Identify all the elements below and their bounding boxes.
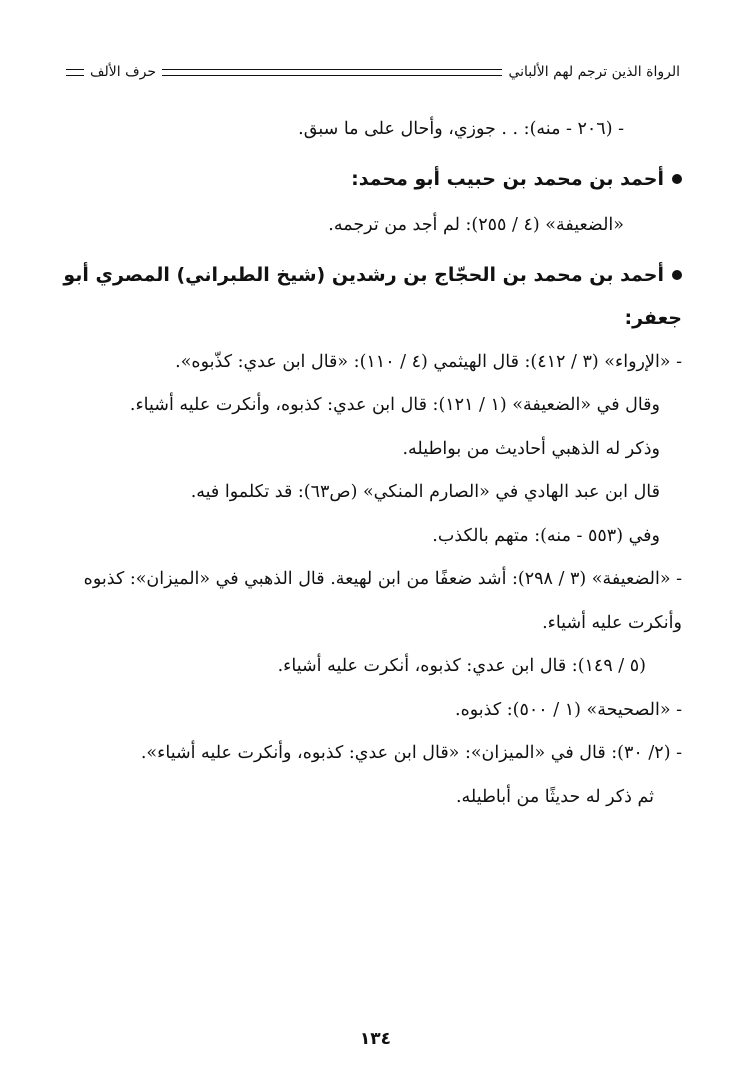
running-header-section: حرف الألف [90, 64, 156, 80]
text-paragraph: قال ابن عبد الهادي في «الصارم المنكي» (ص٦٣): قد تكلموا فيه. [190, 482, 660, 502]
header-double-rule-end [66, 69, 84, 76]
running-header-title: الرواة الذين ترجم لهم الألباني [508, 64, 680, 80]
narrator-heading [58, 158, 682, 202]
page-body [58, 108, 682, 819]
narrator-heading-text: أحمد بن محمد بن حبيب أبو محمد: [351, 167, 664, 190]
narrator-heading-text: أحمد بن محمد بن الحجّاج بن رشدين (شيخ الطبراني) المصري أبو جعفر: [63, 263, 682, 329]
narrator-heading [58, 254, 682, 341]
text-line: - (٢٠٦ - منه): . . جوزي، وأحال على ما سبق. [298, 119, 624, 139]
text-paragraph: - «الصحيحة» (١ / ٥٠٠): كذبوه. [455, 699, 682, 720]
bullet-icon [672, 270, 682, 280]
header-double-rule [162, 69, 502, 76]
text-paragraph: - «الإرواء» (٣ / ٤١٢): قال الهيثمي (٤ / ١١٠): «قال ابن عدي: كذّبوه». [175, 351, 682, 372]
running-header [60, 58, 680, 86]
text-paragraph: - (٢/ ٣٠): قال في «الميزان»: «قال ابن عدي: كذبوه، وأنكرت عليه أشياء». [140, 743, 682, 763]
text-paragraph: - «الضعيفة» (٣ / ٢٩٨): أشد ضعفًا من ابن لهيعة. قال الذهبي في «الميزان»: كذبوه وأنكرت عليه أشياء. [83, 569, 682, 633]
page-number: ١٣٤ [359, 1029, 392, 1049]
text-paragraph: ثم ذكر له حديثًا من أباطيله. [455, 786, 654, 807]
text-paragraph: وذكر له الذهبي أحاديث من بواطيله. [402, 438, 660, 459]
text-paragraph: وفي (٥٥٣ - منه): متهم بالكذب. [432, 525, 660, 546]
bullet-icon [672, 174, 682, 184]
text-paragraph: (٥ / ١٤٩): قال ابن عدي: كذبوه، أنكرت عليه أشياء. [277, 656, 646, 676]
text-paragraph: وقال في «الضعيفة» (١ / ١٢١): قال ابن عدي: كذبوه، وأنكرت عليه أشياء. [129, 395, 660, 415]
text-line: «الضعيفة» (٤ / ٢٥٥): لم أجد من ترجمه. [328, 215, 624, 235]
